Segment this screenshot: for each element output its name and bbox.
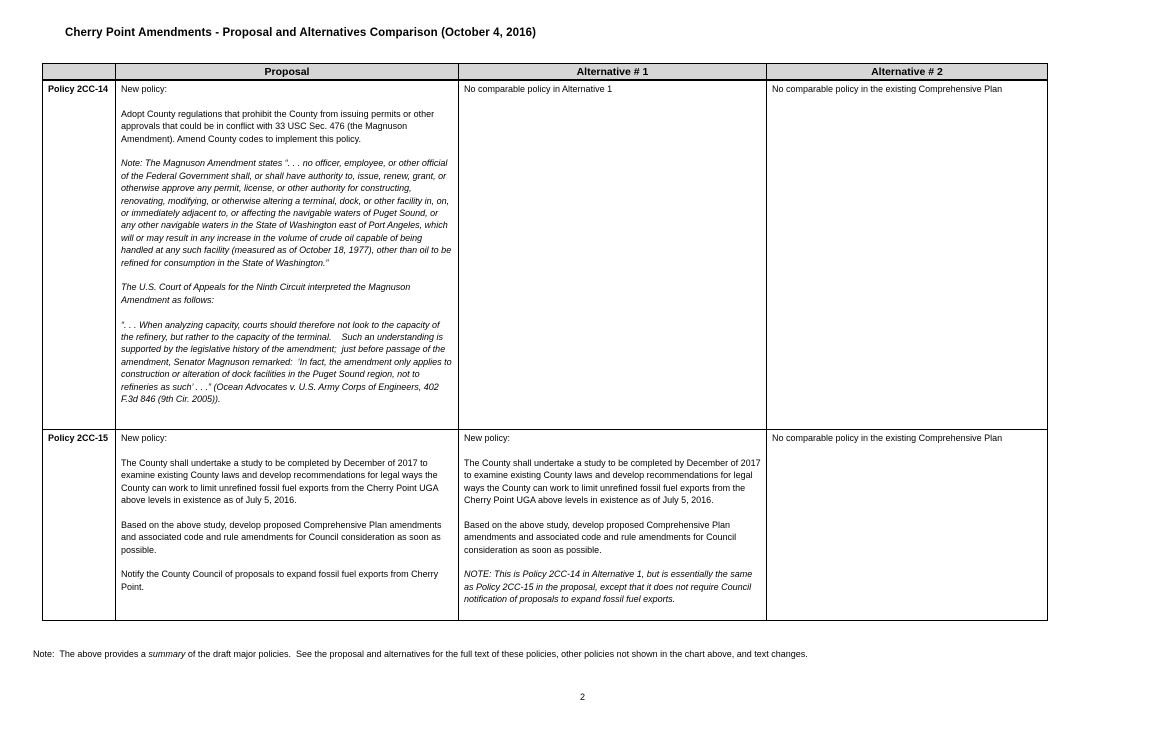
footer-note-prefix: Note: The above provides a [33,649,149,659]
alternative-1-cell [459,80,767,430]
paragraph: The County shall undertake a study to be completed by December of 2017 to examine existing County laws and develop recommendations for legal ways the County can work to limit unrefined fossil fuel exports from the Cherry Point UGA above levels in existence as of July 5, 2016. [121,457,441,506]
table-header-row [43,64,1048,81]
header-cell-proposal: Proposal [116,64,459,81]
paragraph-note-alt1: NOTE: This is Policy 2CC-14 in Alternative 1, but is essentially the same as Policy 2CC-15 in the proposal, except that it does not require Council notification of proposals to expand fossil fuel exports. [464,569,755,605]
footer-note [33,648,808,660]
header-cell-alternative-2: Alternative # 2 [767,64,1048,81]
table-row-policy-2cc-14 [43,80,1048,430]
paragraph: No comparable policy in the existing Comprehensive Plan [772,84,1003,94]
alternative-2-cell [767,430,1048,621]
paragraph: Notify the County Council of proposals to expand fossil fuel exports from Cherry Point. [121,569,441,592]
proposal-cell [116,80,459,430]
policy-id-cell: Policy 2CC-15 [43,430,116,621]
paragraph-note-magnuson: Note: The Magnuson Amendment states “. . . no officer, employee, or other official of the Federal Government shall, or shall have authority to, issue, renew, grant, or otherwise approve any permit, license, or other authority for constructing, renovating, modifying, or otherwise altering a terminal, dock, or other facility in, on, or immediately adjacent to, or affecting the navigable waters of Puget Sound, or any other navigable waters in the State of Washington east of Port Angeles, which will or may result in any increase in the volume of crude oil capable of being handled at any such facility (measured as of October 18, 1977), other than oil to be refined for consumption in the State of Washington.” [121,158,454,268]
proposal-cell [116,430,459,621]
paragraph-court-quote: “. . . When analyzing capacity, courts should therefore not look to the capacity of the refinery, but rather to the capacity of the terminal. Such an understanding is supported by the legislative history of the amendment; just before passage of the amendment, Senator Magnuson remarked: ‘In fact, the amendment only applies to construction or alteration of dock facilities in the Puget Sound region, not to refineries as such’ . . .” (Ocean Advocates v. U.S. Army Corps of Engineers, 402 F.3d 846 (9th Cir. 2005)). [121,319,455,405]
paragraph: New policy: [121,433,168,443]
paragraph: No comparable policy in Alternative 1 [464,84,613,94]
table-row-policy-2cc-15 [43,430,1048,621]
paragraph: The County shall undertake a study to be completed by December of 2017 to examine existing County laws and develop recommendations for legal ways the County can work to limit unrefined fossil fuel exports from the Cherry Point UGA above levels in existence as of July 5, 2016. [464,457,764,506]
policy-id-cell: Policy 2CC-14 [43,80,116,430]
paragraph: Based on the above study, develop proposed Comprehensive Plan amendments and associated code and rule amendments for Council consideration as soon as possible. [121,519,445,555]
page-title: Cherry Point Amendments - Proposal and Alternatives Comparison (October 4, 2016) [65,27,537,39]
page-number: 2 [579,692,585,702]
header-cell-alternative-1: Alternative # 1 [459,64,767,81]
alternative-1-cell [459,430,767,621]
paragraph: No comparable policy in the existing Comprehensive Plan [772,433,1003,443]
paragraph: New policy: [464,433,511,443]
paragraph-court-intro: The U.S. Court of Appeals for the Ninth Circuit interpreted the Magnuson Amendment as follows: [121,282,413,305]
footer-note-suffix: of the draft major policies. See the proposal and alternatives for the full text of these policies, other policies not shown in the chart above, and text changes. [185,649,808,659]
paragraph: Adopt County regulations that prohibit the County from issuing permits or other approvals that could be in conflict with 33 USC Sec. 476 (the Magnuson Amendment). Amend County codes to implement this policy. [121,108,437,144]
header-cell-policy-blank [43,64,116,81]
comparison-table [42,63,1048,621]
alternative-2-cell [767,80,1048,430]
paragraph: New policy: [121,84,168,94]
footer-note-italic-word: summary [148,649,186,659]
paragraph: Based on the above study, develop proposed Comprehensive Plan amendments and associated code and rule amendments for Council consideration as soon as possible. [464,519,739,555]
